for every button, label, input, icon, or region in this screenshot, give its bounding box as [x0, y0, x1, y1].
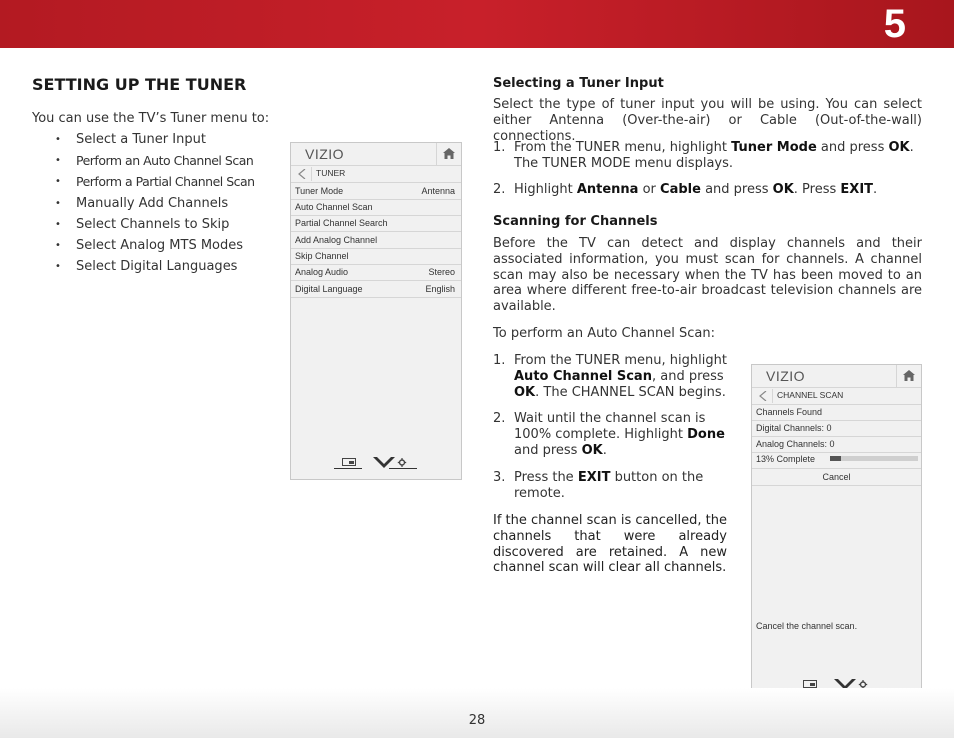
menu-title: CHANNEL SCAN	[777, 390, 844, 400]
header-bar	[0, 0, 954, 48]
help-text: Cancel the channel scan.	[756, 621, 858, 631]
menu-item-label: Tuner Mode	[295, 186, 344, 196]
step-text: Auto Channel Scan, and press	[514, 369, 724, 384]
list-item: • Select Digital Languages	[55, 258, 255, 279]
cancel-note: If the channel scan is cancelled, the channels that were already discovered are retained. A new channel scan will clear all channels.	[493, 513, 727, 576]
step-text: OK. The CHANNEL SCAN begins.	[514, 385, 726, 400]
list-item: • Manually Add Channels	[55, 195, 255, 216]
feature-list	[55, 131, 255, 279]
analog-channels-row	[752, 436, 921, 453]
menu-item-label: Analog Audio	[295, 267, 349, 277]
step-text: Highlight Antenna or Cable and press OK. Press EXIT.	[514, 182, 878, 197]
menu-title-bar	[752, 388, 921, 405]
menu-item-tuner-mode[interactable]	[291, 183, 461, 200]
channels-found-row	[752, 404, 921, 421]
step-number: 2.	[493, 411, 506, 426]
list-item: • Select Channels to Skip	[55, 216, 255, 237]
back-arrow-icon[interactable]	[295, 167, 312, 181]
back-arrow-icon[interactable]	[756, 389, 773, 403]
step-number: 1.	[493, 140, 506, 155]
list-item: • Perform a Partial Channel Scan	[55, 173, 255, 194]
menu-item-add-analog-channel[interactable]	[291, 232, 461, 249]
channels-found-label: Channels Found	[756, 407, 823, 417]
step-number: 3.	[493, 470, 506, 485]
gear-icon[interactable]	[389, 458, 417, 469]
analog-channels-count: Analog Channels: 0	[756, 439, 835, 449]
step-text: From the TUNER menu, highlight	[514, 353, 727, 368]
menu-item-value: Stereo	[428, 267, 455, 277]
progress-bar	[830, 456, 918, 461]
list-item: • Select a Tuner Input	[55, 131, 255, 152]
step-text: remote.	[514, 486, 565, 501]
step-number: 2.	[493, 182, 506, 197]
step-text: The TUNER MODE menu displays.	[514, 156, 734, 171]
menu-item-value: English	[425, 284, 455, 294]
digital-channels-row	[752, 420, 921, 437]
scanning-heading: Scanning for Channels	[493, 214, 658, 229]
digital-channels-count: Digital Channels: 0	[756, 423, 832, 433]
channel-scan-screenshot	[751, 364, 922, 701]
menu-item-digital-language[interactable]	[291, 281, 461, 298]
step-text: and press OK.	[514, 443, 607, 458]
step-text: 100% complete. Highlight Done	[514, 427, 725, 442]
section-title: SETTING UP THE TUNER	[32, 75, 247, 94]
menu-item-value: Antenna	[421, 186, 455, 196]
vizio-logo: VIZIO	[766, 368, 806, 384]
scan-step-2	[493, 411, 733, 461]
scanning-text: Before the TV can detect and display channels and their associated information, you must scan for channels. A channel scan may also be necessary when the TV has been moved to an area where different free-to-air broadcast television channels are available.	[493, 236, 922, 315]
menu-title-bar	[291, 166, 461, 183]
step-number: 1.	[493, 353, 506, 368]
step-text: From the TUNER menu, highlight Tuner Mode and press OK.	[514, 140, 914, 155]
tuner-menu-screenshot	[290, 142, 462, 480]
menu-item-partial-channel-search[interactable]	[291, 215, 461, 232]
menu-item-skip-channel[interactable]	[291, 248, 461, 265]
wide-icon[interactable]	[334, 458, 362, 469]
home-icon[interactable]	[896, 365, 921, 387]
vizio-logo: VIZIO	[305, 146, 345, 162]
page-number: 28	[468, 713, 486, 728]
progress-fill	[830, 456, 841, 461]
menu-header	[752, 365, 921, 388]
scan-step-3	[493, 470, 733, 504]
menu-item-label: Skip Channel	[295, 251, 349, 261]
progress-row	[752, 452, 921, 469]
progress-label: 13% Complete	[756, 454, 816, 464]
selecting-text: Select the type of tuner input you will be using. You can select either Antenna (Over-the-air) or Cable (Out-of-the-wall) connections.	[493, 97, 922, 144]
selecting-heading: Selecting a Tuner Input	[493, 76, 664, 91]
cancel-button[interactable]	[752, 469, 921, 486]
menu-item-label: Digital Language	[295, 284, 363, 294]
menu-footer	[291, 458, 461, 470]
list-item: • Select Analog MTS Modes	[55, 237, 255, 258]
step-text: Press the EXIT button on the	[514, 470, 704, 485]
list-item: • Perform an Auto Channel Scan	[55, 152, 255, 173]
auto-scan-intro: To perform an Auto Channel Scan:	[493, 326, 715, 341]
home-icon[interactable]	[436, 143, 461, 165]
menu-item-label: Auto Channel Scan	[295, 202, 373, 212]
scan-step-1	[493, 353, 733, 403]
intro-text: You can use the TV’s Tuner menu to:	[32, 111, 270, 126]
menu-header	[291, 143, 461, 166]
menu-item-auto-channel-scan[interactable]	[291, 199, 461, 216]
menu-item-label: Partial Channel Search	[295, 218, 388, 228]
menu-item-analog-audio[interactable]	[291, 264, 461, 281]
menu-title: TUNER	[316, 168, 346, 178]
chapter-number: 5	[883, 2, 906, 46]
menu-item-label: Add Analog Channel	[295, 235, 378, 245]
step-text: Wait until the channel scan is	[514, 411, 706, 426]
cancel-label: Cancel	[822, 472, 851, 482]
